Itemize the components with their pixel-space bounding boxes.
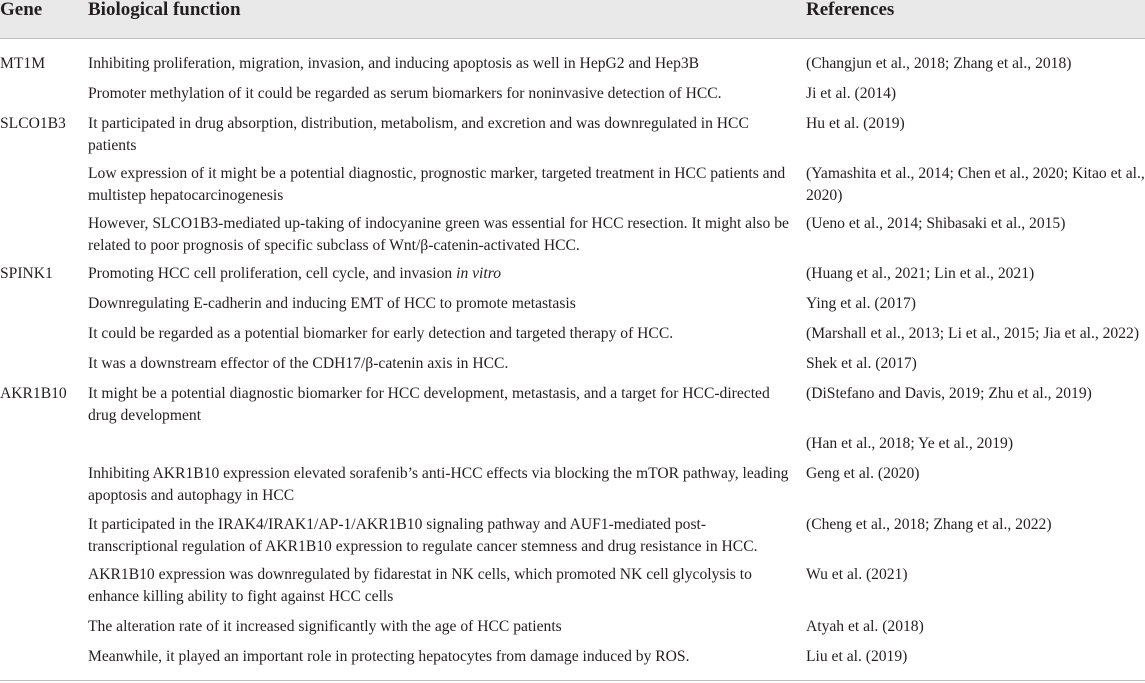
reference-cell: Wu et al. (2021): [806, 566, 908, 583]
function-cell: However, SLCO1B3-mediated up-taking of indocyanine green was essential for HCC resection. It might also be related to poor prognosis of specific subclass of Wnt/β-catenin-activated HCC.: [88, 215, 789, 254]
function-cell: Meanwhile, it played an important role in protecting hepatocytes from damage induced by ROS.: [88, 648, 690, 665]
reference-cell: (DiStefano and Davis, 2019; Zhu et al., 2019): [806, 385, 1092, 402]
function-cell: [88, 263, 793, 285]
reference-cell: Geng et al. (2020): [806, 465, 920, 482]
gene-cell: MT1M: [0, 55, 46, 72]
function-cell: Inhibiting AKR1B10 expression elevated sorafenib’s anti-HCC effects via blocking the mTOR pathway, leading apoptosis and autophagy in HCC: [88, 465, 789, 504]
function-cell: Promoter methylation of it could be regarded as serum biomarkers for noninvasive detection of HCC.: [88, 85, 722, 102]
gene-cell: AKR1B10: [0, 385, 67, 402]
reference-cell: (Changjun et al., 2018; Zhang et al., 2018): [806, 55, 1072, 72]
reference-cell: (Marshall et al., 2013; Li et al., 2015; Jia et al., 2022): [806, 325, 1140, 342]
reference-cell: (Cheng et al., 2018; Zhang et al., 2022): [806, 516, 1052, 533]
header-references: References: [806, 0, 895, 20]
reference-cell: (Ueno et al., 2014; Shibasaki et al., 2015): [806, 215, 1066, 232]
reference-cell: (Han et al., 2018; Ye et al., 2019): [806, 435, 1014, 452]
table-header: [0, 0, 1145, 38]
reference-cell: Shek et al. (2017): [806, 355, 917, 372]
header-function: Biological function: [88, 0, 241, 20]
function-cell: Downregulating E-cadherin and inducing EMT of HCC to promote metastasis: [88, 295, 576, 312]
function-cell: It participated in the IRAK4/IRAK1/AP-1/AKR1B10 signaling pathway and AUF1-mediated post-transcriptional regulation of AKR1B10 expression to regulate cancer stemness and drug resistance in HCC.: [88, 516, 758, 555]
table-bottom-rule: [0, 680, 1145, 681]
reference-cell: Ji et al. (2014): [806, 85, 897, 102]
reference-cell: Hu et al. (2019): [806, 115, 905, 132]
function-cell: The alteration rate of it increased significantly with the age of HCC patients: [88, 618, 562, 635]
header-rule: [0, 38, 1145, 39]
gene-cell: SLCO1B3: [0, 115, 66, 132]
reference-cell: Ying et al. (2017): [806, 295, 917, 312]
function-text: Promoting HCC cell proliferation, cell cycle, and invasion: [88, 265, 457, 282]
reference-cell: Atyah et al. (2018): [806, 618, 924, 635]
reference-cell: (Yamashita et al., 2014; Chen et al., 2020; Kitao et al., 2020): [806, 165, 1145, 204]
function-cell: It could be regarded as a potential biomarker for early detection and targeted therapy of HCC.: [88, 325, 674, 342]
function-italic-text: in vitro: [456, 265, 502, 282]
reference-cell: (Huang et al., 2021; Lin et al., 2021): [806, 265, 1035, 282]
function-cell: It was a downstream effector of the CDH17/β-catenin axis in HCC.: [88, 355, 509, 372]
function-cell: Inhibiting proliferation, migration, invasion, and inducing apoptosis as well in HepG2 and Hep3B: [88, 55, 700, 72]
function-cell: It might be a potential diagnostic biomarker for HCC development, metastasis, and a target for HCC-directed drug development: [88, 385, 770, 424]
function-cell: AKR1B10 expression was downregulated by fidarestat in NK cells, which promoted NK cell glycolysis to enhance killing ability to fight against HCC cells: [88, 566, 752, 605]
gene-cell: SPINK1: [0, 265, 53, 282]
reference-cell: Liu et al. (2019): [806, 648, 908, 665]
function-cell: It participated in drug absorption, distribution, metabolism, and excretion and was downregulated in HCC patients: [88, 115, 749, 154]
function-cell: Low expression of it might be a potential diagnostic, prognostic marker, targeted treatment in HCC patients and multistep hepatocarcinogenesis: [88, 165, 786, 204]
header-gene: Gene: [0, 0, 43, 20]
